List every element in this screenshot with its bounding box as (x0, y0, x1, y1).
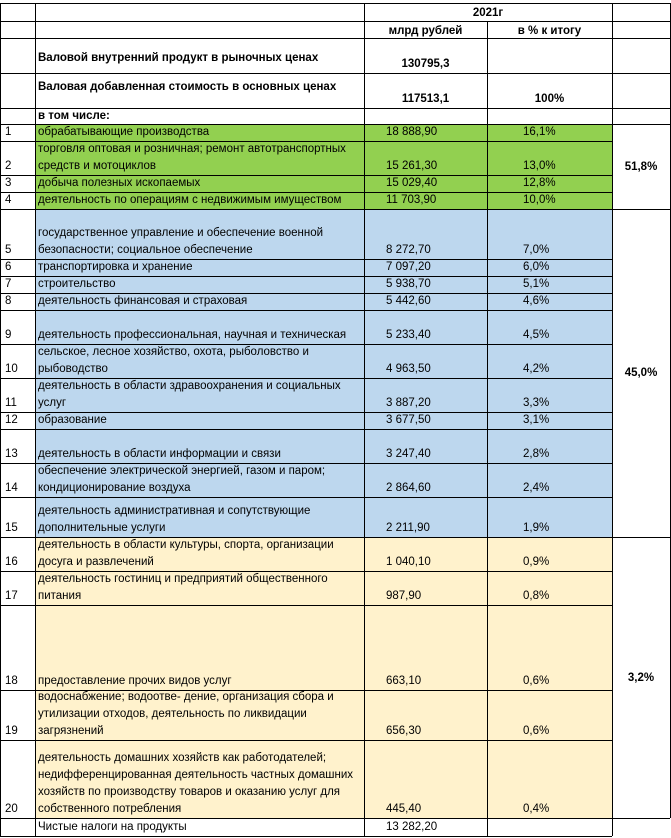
industry-value: 5 938,70 (386, 278, 431, 290)
industry-value: 5 442,60 (386, 295, 431, 307)
gdp-label: Валовой внутренний продукт в рыночных ценах (38, 52, 319, 64)
industry-label: обрабатывающие производства (38, 126, 210, 138)
row-number: 4 (5, 194, 12, 206)
group-share-value: 51,8% (624, 161, 658, 173)
industry-label: предоставление прочих видов услуг (38, 675, 232, 687)
industry-value: 2 211,90 (386, 522, 430, 534)
industry-label: обеспечение электрической энергией, газом и паром; кондиционирование воздуха (38, 465, 326, 494)
industry-label: добыча полезных ископаемых (38, 177, 201, 189)
industry-value: 663,10 (386, 675, 422, 687)
industry-label: водоснабжение; водоотве- дение, организация сбора и утилизации отходов, деятельность по ликвидации загрязнений (38, 691, 334, 737)
industry-label: деятельность в области информации и связи (38, 448, 281, 460)
row-number: 12 (5, 414, 18, 426)
industry-percent: 10,0% (523, 194, 556, 206)
industry-value: 15 029,40 (386, 177, 438, 189)
net-taxes-value: 13 282,20 (386, 821, 438, 833)
year-label: 2021г (472, 7, 504, 19)
row-number: 15 (5, 522, 18, 534)
industry-value: 11 703,90 (386, 194, 437, 206)
industry-percent: 12,8% (523, 177, 556, 189)
industry-percent: 0,6% (523, 675, 550, 687)
industry-percent: 4,6% (523, 295, 550, 307)
industry-percent: 13,0% (523, 160, 556, 172)
industry-percent: 0,6% (523, 725, 550, 737)
gva-label: Валовая добавленная стоимость в основных ценах (38, 81, 337, 93)
industry-percent: 1,9% (523, 522, 550, 534)
industry-label: сельское, лесное хозяйство, охота, рыболовство и рыбоводство (38, 346, 309, 375)
net-taxes-label: Чистые налоги на продукты (38, 821, 187, 833)
row-number: 10 (5, 363, 18, 375)
row-number: 19 (5, 725, 18, 737)
industry-value: 445,40 (386, 803, 422, 815)
industry-percent: 2,4% (523, 482, 550, 494)
industry-value: 7 097,20 (386, 261, 431, 273)
industry-label: деятельность в области здравоохранения и социальных услуг (38, 380, 341, 409)
industry-label: деятельность домашних хозяйств как работодателей; недифференцированная деятельность частных домашних хозяйств по производству товаров и оказанию услуг для собственного потребления (38, 752, 354, 815)
industry-label: деятельность гостиниц и предприятий общественного питания (38, 573, 328, 602)
industry-value: 3 677,50 (386, 414, 431, 426)
row-number: 20 (5, 803, 18, 815)
industry-value: 3 887,20 (386, 397, 431, 409)
industry-value: 1 040,10 (386, 556, 431, 568)
group-share-value: 45,0% (624, 367, 658, 379)
row-number: 6 (5, 261, 12, 273)
industry-percent: 3,1% (523, 414, 550, 426)
industry-label: транспортировка и хранение (38, 261, 193, 273)
industry-label: государственное управление и обеспечение военной безопасности; социальное обеспечение (38, 227, 324, 256)
industry-percent: 7,0% (523, 244, 550, 256)
industry-label: деятельность административная и сопутствующие дополнительные услуги (38, 505, 311, 534)
row-number: 13 (5, 448, 18, 460)
including-label: в том числе: (38, 110, 110, 122)
industry-percent: 5,1% (523, 278, 550, 290)
industry-percent: 4,2% (523, 363, 550, 375)
gva-percent: 100% (534, 93, 565, 105)
industry-percent: 3,3% (523, 397, 550, 409)
industry-value: 18 888,90 (386, 126, 438, 138)
row-number: 11 (5, 397, 17, 409)
industry-value: 5 233,40 (386, 329, 431, 341)
industry-percent: 0,8% (523, 590, 550, 602)
industry-label: строительство (38, 278, 116, 290)
industry-value: 656,30 (386, 725, 422, 737)
industry-value: 2 864,60 (386, 482, 431, 494)
industry-value: 8 272,70 (386, 244, 431, 256)
row-number: 9 (5, 329, 12, 341)
row-number: 5 (5, 244, 12, 256)
industry-percent: 2,8% (523, 448, 550, 460)
industry-label: торговля оптовая и розничная; ремонт автотранспортных средств и мотоциклов (38, 143, 346, 172)
industry-value: 987,90 (386, 590, 422, 602)
row-number: 18 (5, 675, 18, 687)
industry-label: деятельность профессиональная, научная и техническая (38, 329, 347, 341)
row-number: 2 (5, 160, 12, 172)
row-number: 16 (5, 556, 18, 568)
industry-percent: 6,0% (523, 261, 550, 273)
row-number: 3 (5, 177, 12, 189)
industry-label: деятельность по операциям с недвижимым имуществом (38, 194, 342, 206)
industry-percent: 0,4% (523, 803, 550, 815)
row-number: 7 (5, 278, 12, 290)
row-number: 14 (5, 482, 18, 494)
industry-percent: 16,1% (523, 126, 556, 138)
column-header-bln-rub: млрд рублей (388, 25, 463, 37)
group-share-value: 3,2% (627, 672, 655, 684)
industry-label: деятельность в области культуры, спорта, организации досуга и развлечений (38, 539, 334, 568)
industry-label: образование (38, 414, 107, 426)
industry-value: 4 963,50 (386, 363, 431, 375)
industry-value: 15 261,30 (386, 160, 438, 172)
row-number: 17 (5, 590, 18, 602)
gva-value: 117513,1 (401, 93, 450, 105)
column-header-percent: в % к итогу (517, 25, 582, 37)
row-number: 1 (5, 126, 12, 138)
row-number: 8 (5, 295, 12, 307)
industry-percent: 4,5% (523, 329, 550, 341)
industry-value: 3 247,40 (386, 448, 431, 460)
industry-label: деятельность финансовая и страховая (38, 295, 248, 307)
gdp-value: 130795,3 (401, 58, 450, 70)
industry-percent: 0,9% (523, 556, 550, 568)
